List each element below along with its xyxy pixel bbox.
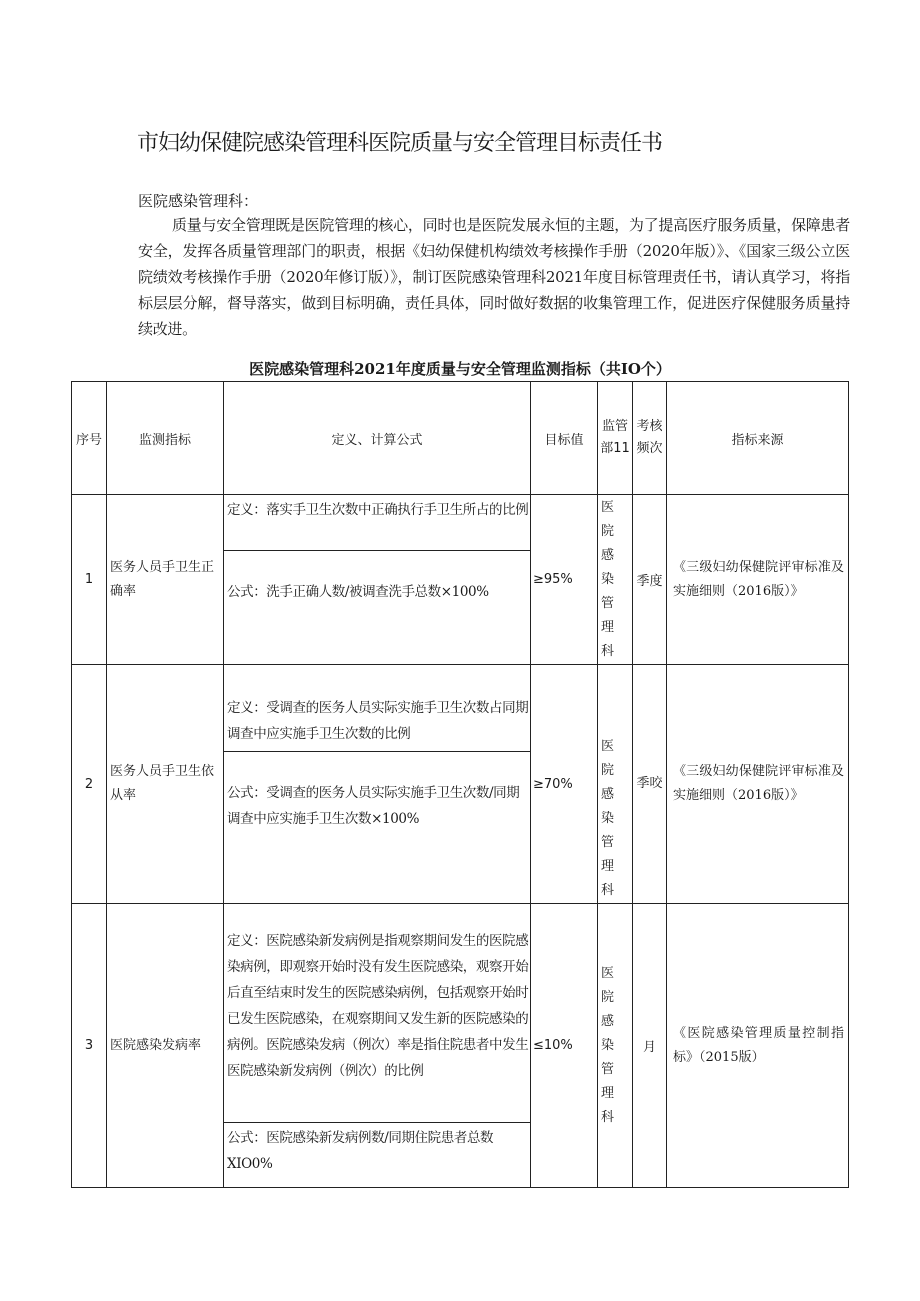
row-indicator: 医院感染发病率 — [107, 904, 224, 1188]
row-definition-cell — [224, 904, 531, 1188]
row-target: ≥95% — [531, 495, 598, 665]
header-indicator: 监测指标 — [107, 382, 224, 495]
table-header-row — [72, 382, 849, 495]
row-definition: 定义：受调查的医务人员实际实施手卫生次数占同期调查中应实施手卫生次数的比例 — [227, 700, 529, 742]
row-target: ≤10% — [531, 904, 598, 1188]
header-dept: 监管部11 — [598, 382, 633, 495]
row-indicator: 医务人员手卫生正确率 — [107, 495, 224, 665]
table-row — [72, 904, 849, 1188]
row-dept: 医院感染管理科 — [598, 665, 633, 904]
row-definition: 定义：落实手卫生次数中正确执行手卫生所占的比例 — [227, 502, 529, 518]
header-definition: 定义、计算公式 — [224, 382, 531, 495]
table-row — [72, 495, 849, 665]
table-row — [72, 665, 849, 904]
document-title: 市妇幼保健院感染管理科医院质量与安全管理目标责任书 — [137, 131, 663, 156]
row-frequency: 季度 — [633, 495, 667, 665]
salutation: 医院感染管理科： — [138, 192, 259, 210]
indicator-table — [71, 381, 849, 1188]
row-dept: 医院感染管理科 — [598, 904, 633, 1188]
row-definition-cell — [224, 495, 531, 665]
row-indicator: 医务人员手卫生依从率 — [107, 665, 224, 904]
row-seq: 1 — [72, 495, 107, 665]
row-definition-cell — [224, 665, 531, 904]
intro-paragraph: 质量与安全管理既是医院管理的核心，同时也是医院发展永恒的主题，为了提高医疗服务质量，保障患者安全，发挥各质量管理部门的职责，根据《妇幼保健机构绩效考核操作手册（2020年版）》、《国家三级公立医院绩效考核操作手册（2020年修订版）》，制订医院感染管理科2021年度目标管理责任书，请认真学习，将指标层层分解，督导落实，做到目标明确，责任具体，同时做好数据的收集管理工作，促进医疗保健服务质量持续改进。 — [138, 216, 850, 338]
header-target: 目标值 — [531, 382, 598, 495]
row-formula: 公式：医院感染新发病例数/同期住院患者总数XIO0% — [224, 1122, 530, 1177]
row-formula: 公式：受调查的医务人员实际实施手卫生次数/同期调查中应实施手卫生次数×100% — [224, 751, 530, 832]
row-dept: 医院感染管理科 — [598, 495, 633, 665]
row-source: 《医院感染管理质量控制指标》（2015版） — [667, 904, 849, 1188]
row-source: 《三级妇幼保健院评审标准及实施细则（2016版）》 — [667, 495, 849, 665]
table-title: 医院感染管理科2021年度质量与安全管理监测指标（共IO个） — [249, 360, 671, 378]
header-source: 指标来源 — [667, 382, 849, 495]
row-seq: 3 — [72, 904, 107, 1188]
row-source: 《三级妇幼保健院评审标准及实施细则（2016版）》 — [667, 665, 849, 904]
header-frequency: 考核频次 — [633, 382, 667, 495]
row-formula: 公式：洗手正确人数/被调查洗手总数×100% — [224, 550, 530, 605]
header-seq: 序号 — [72, 382, 107, 495]
row-definition: 定义：医院感染新发病例是指观察期间发生的医院感染病例，即观察开始时没有发生医院感染，观察开始后直至结束时发生的医院感染病例，包括观察开始时已发生医院感染，在观察期间又发生新的医院感染的病例。医院感染发病（例次）率是指住院患者中发生医院感染新发病例（例次）的比例 — [227, 933, 529, 1079]
row-frequency: 月 — [633, 904, 667, 1188]
row-seq: 2 — [72, 665, 107, 904]
row-frequency: 季咬 — [633, 665, 667, 904]
row-target: ≥70% — [531, 665, 598, 904]
